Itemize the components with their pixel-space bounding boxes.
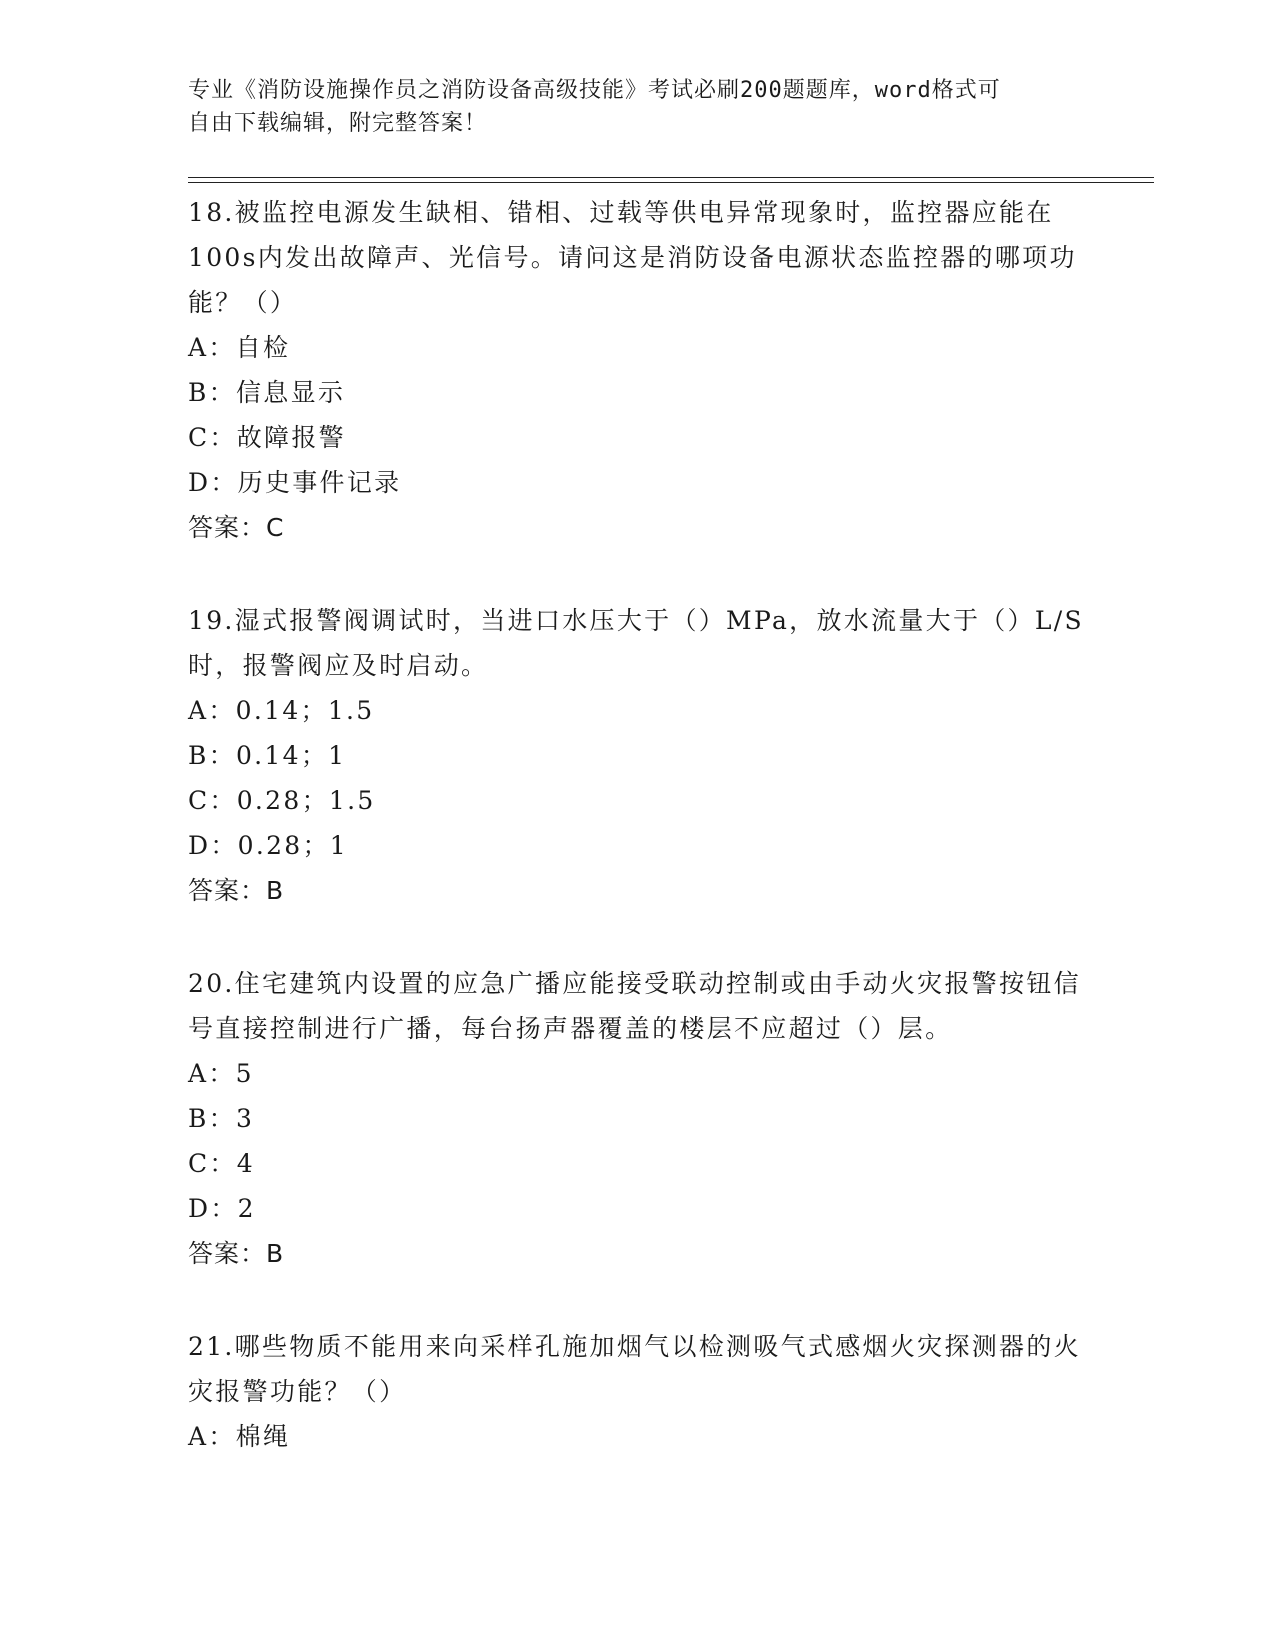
option-c: C：0.28；1.5 — [188, 786, 376, 815]
question-21 — [188, 1324, 1088, 1459]
option-b: B：信息显示 — [188, 378, 346, 407]
option-a: A：0.14；1.5 — [188, 696, 375, 725]
question-18 — [188, 190, 1088, 550]
header-line-1: 专业《消防设施操作员之消防设备高级技能》考试必刷200题题库，word格式可 — [188, 78, 1001, 103]
option-a: A：5 — [188, 1059, 254, 1088]
option-d: D：0.28；1 — [188, 831, 349, 860]
option-b: B：0.14；1 — [188, 741, 347, 770]
option-d: D：历史事件记录 — [188, 468, 402, 497]
question-text: 19.湿式报警阀调试时，当进口水压大于（）MPa，放水流量大于（）L/S时，报警阀应及时启动。 — [188, 606, 1084, 680]
question-19 — [188, 598, 1088, 913]
option-c: C：故障报警 — [188, 423, 346, 452]
question-text: 21.哪些物质不能用来向采样孔施加烟气以检测吸气式感烟火灾探测器的火灾报警功能？（） — [188, 1332, 1081, 1406]
answer-label: 答案：B — [188, 1239, 285, 1268]
option-b: B：3 — [188, 1104, 255, 1133]
question-list — [188, 190, 1088, 1507]
option-d: D：2 — [188, 1194, 256, 1223]
header-line-2: 自由下载编辑，附完整答案！ — [188, 111, 488, 136]
option-c: C：4 — [188, 1149, 255, 1178]
answer-label: 答案：C — [188, 513, 285, 542]
question-text: 18.被监控电源发生缺相、错相、过载等供电异常现象时，监控器应能在100s内发出故障声、光信号。请问这是消防设备电源状态监控器的哪项功能？（） — [188, 198, 1077, 317]
question-20 — [188, 961, 1088, 1276]
option-a: A：棉绳 — [188, 1422, 291, 1451]
answer-label: 答案：B — [188, 876, 285, 905]
option-a: A：自检 — [188, 333, 291, 362]
document-header — [188, 74, 1088, 140]
question-text: 20.住宅建筑内设置的应急广播应能接受联动控制或由手动火灾报警按钮信号直接控制进行广播，每台扬声器覆盖的楼层不应超过（）层。 — [188, 969, 1081, 1043]
header-divider — [188, 177, 1154, 183]
